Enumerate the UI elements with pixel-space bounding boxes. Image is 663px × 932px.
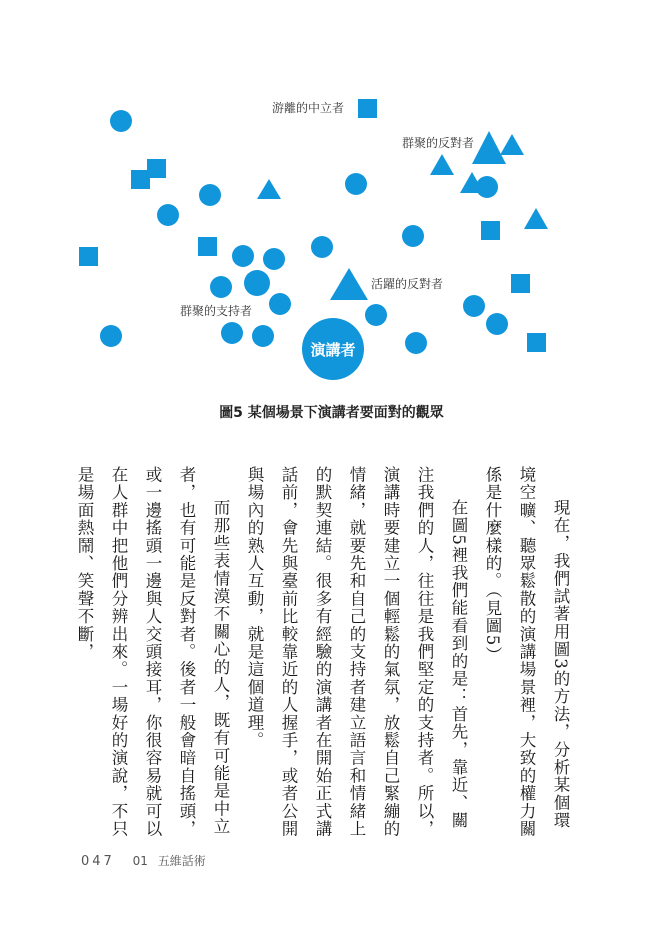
audience-square bbox=[511, 274, 530, 293]
chapter-number: 01 bbox=[132, 854, 148, 868]
label-speaker: 演講者 bbox=[310, 341, 356, 359]
audience-square bbox=[198, 237, 217, 256]
label-opponents-group: 群聚的反對者 bbox=[402, 136, 475, 150]
audience-figure bbox=[0, 0, 663, 400]
audience-circle bbox=[244, 270, 270, 296]
paragraph-1: 現在，我們試著用圖3的方法，分析某個環境空曠、聽眾鬆散的演講場景裡，大致的權力關係是什麼樣的。（見圖5） bbox=[483, 466, 570, 838]
audience-circle bbox=[311, 236, 333, 258]
audience-triangle bbox=[472, 131, 506, 164]
audience-circle bbox=[365, 304, 387, 326]
audience-square bbox=[358, 99, 377, 118]
audience-circle bbox=[210, 276, 232, 298]
label-active-opponent: 活躍的反對者 bbox=[371, 277, 444, 291]
audience-circle bbox=[232, 245, 254, 267]
paragraph-3: 而那些表情漠不關心的人，既有可能是中立者，也有可能是反對者。後者一般會暗自搖頭，或一邊搖頭一邊與人交頭接耳，你很容易就可以在人群中把他們分辨出來。一場好的演說，不只是場面熱鬧、笑聲不斷， bbox=[75, 466, 230, 838]
audience-circle bbox=[345, 173, 367, 195]
audience-circle bbox=[402, 225, 424, 247]
audience-circle bbox=[199, 184, 221, 206]
label-neutral: 游離的中立者 bbox=[272, 101, 345, 115]
audience-circle bbox=[252, 325, 274, 347]
page-number: 047 bbox=[81, 854, 115, 869]
audience-circle bbox=[269, 293, 291, 315]
audience-circle bbox=[100, 325, 122, 347]
audience-circle bbox=[110, 110, 132, 132]
chapter-title: 五維話術 bbox=[157, 854, 206, 868]
audience-square bbox=[481, 221, 500, 240]
audience-circle bbox=[486, 313, 508, 335]
audience-triangle bbox=[524, 208, 548, 229]
label-supporters-group: 群聚的支持者 bbox=[180, 304, 253, 318]
audience-square bbox=[131, 170, 150, 189]
audience-triangle bbox=[330, 268, 368, 300]
audience-circle bbox=[263, 248, 285, 270]
audience-triangle bbox=[500, 134, 524, 155]
audience-circle bbox=[157, 204, 179, 226]
audience-circle bbox=[463, 295, 485, 317]
body-text bbox=[57, 466, 577, 841]
audience-triangle bbox=[257, 179, 281, 199]
paragraph-2: 在圖5裡我們能看到的是：首先，靠近、關注我們的人，往往是我們堅定的支持者。所以，演講時要建立一個輕鬆的氣氛，放鬆自己緊繃的情緒，就要先和自己的支持者建立語言和情緒上的默契連結。很多有經驗的演講者在開始正式講話前，會先與臺前比較靠近的人握手，或者公開與場內的熟人互動，就是這個道理。 bbox=[245, 466, 468, 838]
audience-square bbox=[527, 333, 546, 352]
audience-circle bbox=[221, 322, 243, 344]
figure-caption: 圖5 某個場景下演講者要面對的觀眾 bbox=[219, 405, 444, 421]
page-footer bbox=[81, 852, 206, 869]
audience-triangle bbox=[430, 154, 454, 175]
audience-circle bbox=[405, 332, 427, 354]
audience-square bbox=[79, 247, 98, 266]
